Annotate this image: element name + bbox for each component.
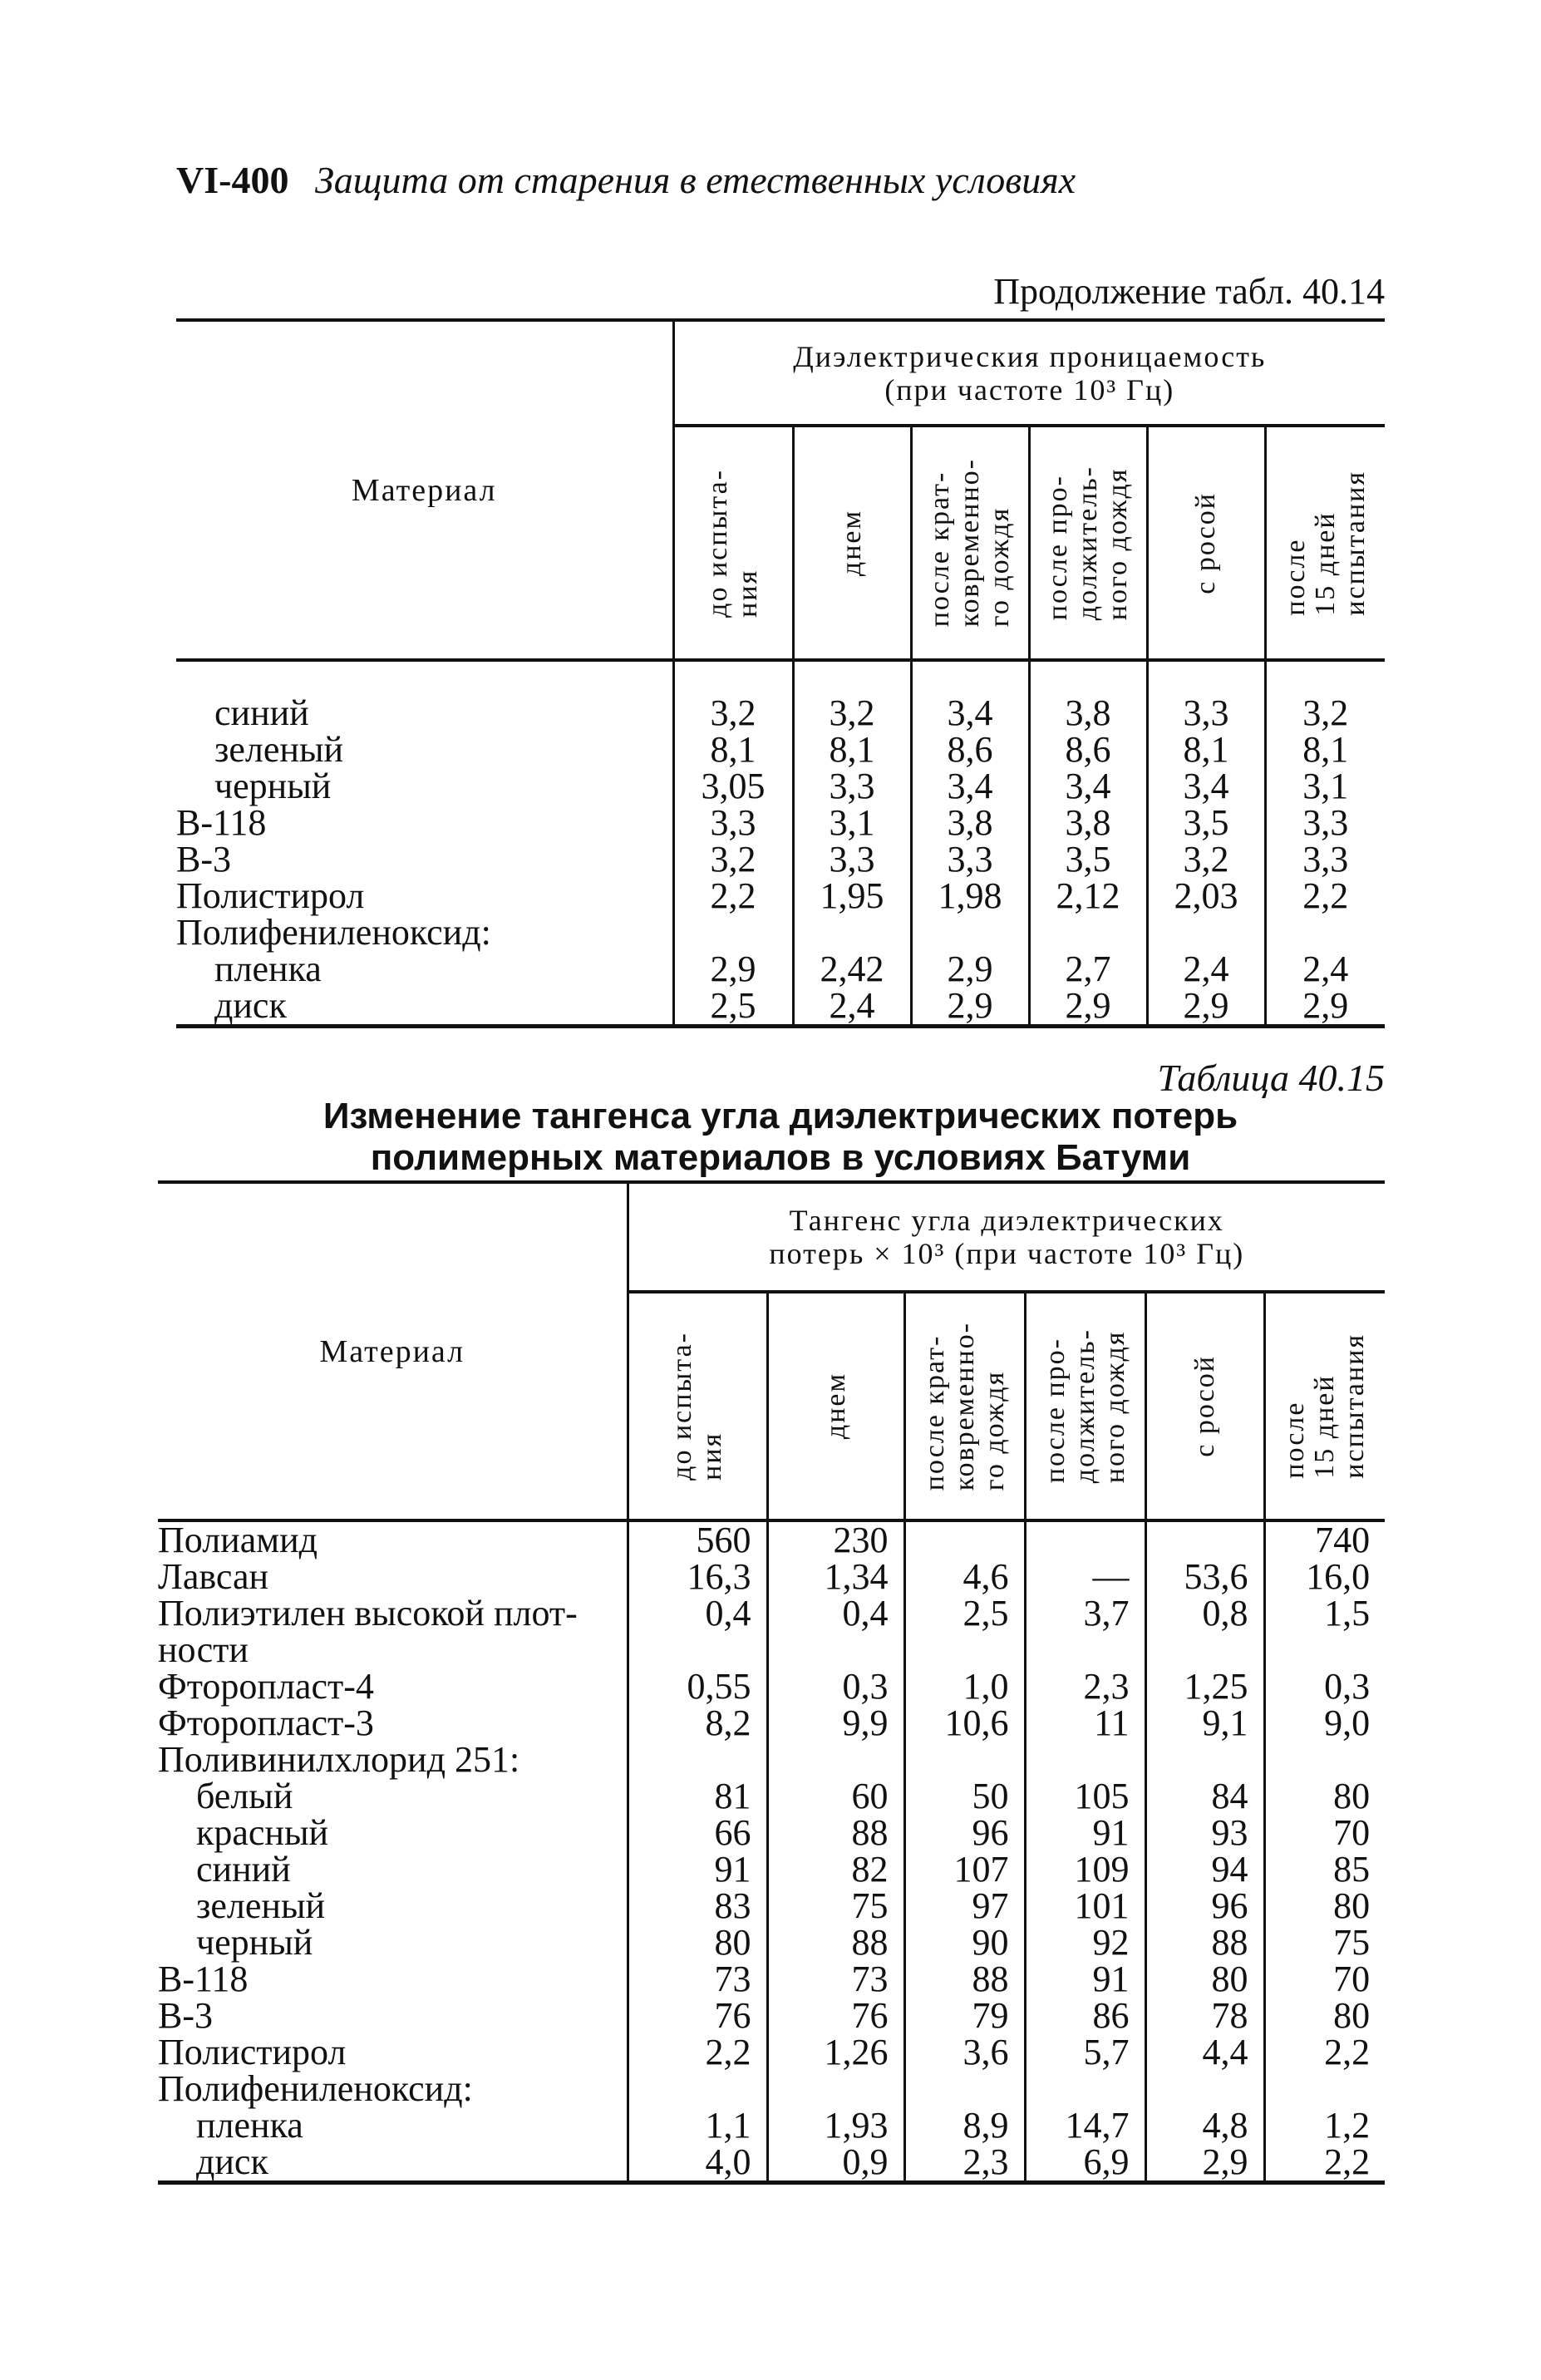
table-cell: 3,4 — [911, 695, 1029, 732]
material-column-header: Материал — [351, 472, 497, 508]
table-row — [158, 1778, 1385, 1815]
table-cell: 2,4 — [1265, 951, 1385, 988]
table-number: Таблица 40.15 — [1157, 1057, 1385, 1099]
table-cell: 2,03 — [1147, 878, 1265, 914]
column-header-after-long-rain: после про- должитель- ного дождя — [1029, 426, 1147, 660]
table-cell: 2,9 — [1145, 2144, 1264, 2183]
table-cell: 8,9 — [904, 2107, 1025, 2144]
table-cell: 66 — [628, 1815, 767, 1851]
table-cell: 560 — [628, 1520, 767, 1559]
table-cell: 8,6 — [911, 732, 1029, 768]
table-cell: 1,0 — [904, 1668, 1025, 1705]
material-column-header: Материал — [319, 1333, 465, 1369]
table-cell: 8,1 — [673, 732, 793, 768]
table-cell: 97 — [904, 1888, 1025, 1924]
table-row — [158, 1705, 1385, 1742]
material-name: синий — [214, 692, 309, 733]
table-cell: 2,2 — [1265, 878, 1385, 914]
table-cell: 3,3 — [793, 768, 911, 805]
material-name: Полиэтилен высокой плот- — [158, 1593, 578, 1633]
material-name: диск — [196, 2141, 268, 2182]
table-cell: 73 — [628, 1961, 767, 1998]
table-cell: 3,4 — [911, 768, 1029, 805]
table-cell: 8,1 — [1147, 732, 1265, 768]
table-cell — [1025, 2071, 1145, 2107]
table-cell: 3,2 — [793, 695, 911, 732]
table-cell: 2,9 — [1265, 988, 1385, 1027]
table-cell: 4,4 — [1145, 2034, 1264, 2071]
table-row — [176, 695, 1385, 732]
table-row — [158, 2144, 1385, 2183]
column-header-daytime: днем — [767, 1292, 904, 1520]
table-cell: 2,3 — [1025, 1668, 1145, 1705]
table-cell: 0,9 — [767, 2144, 904, 2183]
material-name: В-3 — [176, 839, 231, 880]
table-cell: 93 — [1145, 1815, 1264, 1851]
table-title-line-2: полимерных материалов в условиях Батуми — [370, 1137, 1191, 1178]
permittivity-group-header: Диэлектрическия проницаемость (при частоте 10³ Гц) — [673, 320, 1385, 426]
table-cell: 14,7 — [1025, 2107, 1145, 2144]
material-name: Полистирол — [158, 2032, 347, 2072]
table-cell: 0,4 — [767, 1595, 904, 1632]
table-cell: 76 — [628, 1998, 767, 2034]
material-name: черный — [196, 1922, 313, 1963]
table-cell: 3,3 — [1265, 841, 1385, 878]
table-row — [158, 1815, 1385, 1851]
table-cell: 3,6 — [904, 2034, 1025, 2071]
table-cell: 9,9 — [767, 1705, 904, 1742]
table-cell: 101 — [1025, 1888, 1145, 1924]
material-name: В-3 — [158, 1995, 213, 2036]
table-cell: 78 — [1145, 1998, 1264, 2034]
material-name: зеленый — [196, 1885, 326, 1926]
table-cell: 3,5 — [1147, 805, 1265, 841]
column-header-after-short-rain: после крат- ковременно- го дождя — [911, 426, 1029, 660]
table-row — [158, 2071, 1385, 2107]
table-cell: 10,6 — [904, 1705, 1025, 1742]
table-cell: 9,0 — [1264, 1705, 1385, 1742]
material-name: пленка — [196, 2105, 303, 2146]
table-cell: 88 — [1145, 1924, 1264, 1961]
material-name: черный — [214, 766, 332, 806]
table-cell: 3,3 — [793, 841, 911, 878]
column-header-after-15-days: после 15 дней испытания — [1264, 1292, 1385, 1520]
table-row — [176, 732, 1385, 768]
table-cell: 88 — [767, 1924, 904, 1961]
loss-tangent-group-header: Тангенс угла диэлектрических потерь × 10³ (при частоте 10³ Гц) — [628, 1182, 1385, 1292]
table-cell: 70 — [1264, 1815, 1385, 1851]
table-title-line-1: Изменение тангенса угла диэлектрических потерь — [322, 1096, 1238, 1136]
table-cell — [767, 1632, 904, 1668]
column-header-with-dew: с росой — [1145, 1292, 1264, 1520]
table-cell: 1,26 — [767, 2034, 904, 2071]
table-cell: 2,12 — [1029, 878, 1147, 914]
table-cell: 80 — [1264, 1778, 1385, 1815]
material-name: Поливинилхлорид 251: — [158, 1739, 520, 1780]
table-cell: 8,1 — [793, 732, 911, 768]
table-cell: 86 — [1025, 1998, 1145, 2034]
column-header-with-dew: с росой — [1147, 426, 1265, 660]
table-cell — [1145, 1520, 1264, 1559]
table-cell: 2,4 — [1147, 951, 1265, 988]
table-cell: 1,5 — [1264, 1595, 1385, 1632]
material-name: ности — [158, 1629, 249, 1670]
dielectric-permittivity-table — [176, 318, 1385, 1028]
material-name: белый — [196, 1776, 293, 1816]
table-cell: 91 — [628, 1851, 767, 1888]
table-cell: 2,5 — [673, 988, 793, 1027]
table-row — [158, 1998, 1385, 2034]
table-cell — [1145, 1742, 1264, 1778]
table-row — [158, 1559, 1385, 1595]
table-cell: 2,9 — [1147, 988, 1265, 1027]
table-cell: 4,8 — [1145, 2107, 1264, 2144]
table-cell: 230 — [767, 1520, 904, 1559]
table-cell: 2,9 — [673, 951, 793, 988]
table-cell — [628, 2071, 767, 2107]
table-cell: 80 — [628, 1924, 767, 1961]
table-cell — [1147, 914, 1265, 951]
table-cell: 3,3 — [911, 841, 1029, 878]
table-row — [158, 1632, 1385, 1668]
table-cell: 2,9 — [911, 988, 1029, 1027]
table-row — [158, 1595, 1385, 1632]
table-cell: 3,2 — [673, 841, 793, 878]
table-row — [176, 841, 1385, 878]
table-row — [176, 914, 1385, 951]
material-name: Полистирол — [176, 875, 365, 916]
table-cell: 3,3 — [1147, 695, 1265, 732]
table-cell: 3,1 — [793, 805, 911, 841]
table-cell — [904, 1632, 1025, 1668]
table-cell — [628, 1742, 767, 1778]
table-cell — [904, 1520, 1025, 1559]
table-cell: 740 — [1264, 1520, 1385, 1559]
table-cell: 8,6 — [1029, 732, 1147, 768]
table-cell: 80 — [1264, 1998, 1385, 2034]
table-cell: 11 — [1025, 1705, 1145, 1742]
table-cell: 8,2 — [628, 1705, 767, 1742]
table-cell: 2,42 — [793, 951, 911, 988]
table-cell — [1264, 1742, 1385, 1778]
table-cell — [904, 2071, 1025, 2107]
table-cell: 81 — [628, 1778, 767, 1815]
table-cell: 1,1 — [628, 2107, 767, 2144]
table-cell — [1265, 914, 1385, 951]
table-cell: 3,4 — [1147, 768, 1265, 805]
table-cell — [1145, 2071, 1264, 2107]
table-cell: 92 — [1025, 1924, 1145, 1961]
table-cell: 0,8 — [1145, 1595, 1264, 1632]
page-number: VI-400 — [176, 159, 289, 201]
table-cell: 3,3 — [1265, 805, 1385, 841]
table-row — [158, 1924, 1385, 1961]
table-cell: 1,34 — [767, 1559, 904, 1595]
running-header — [176, 158, 1076, 202]
table-row — [176, 878, 1385, 914]
column-header-before-test: до испыта- ния — [628, 1292, 767, 1520]
table-cell: 1,95 — [793, 878, 911, 914]
table-cell: 9,1 — [1145, 1705, 1264, 1742]
table-cell: 2,2 — [1264, 2034, 1385, 2071]
table-cell: 91 — [1025, 1961, 1145, 1998]
column-header-daytime: днем — [793, 426, 911, 660]
table-cell: 2,4 — [793, 988, 911, 1027]
material-name: В-118 — [176, 802, 267, 843]
table-cell: 3,2 — [1265, 695, 1385, 732]
table-cell: 90 — [904, 1924, 1025, 1961]
table-cell — [1264, 1632, 1385, 1668]
table-cell: 3,3 — [673, 805, 793, 841]
column-header-after-15-days: после 15 дней испытания — [1265, 426, 1385, 660]
table-cell: 8,1 — [1265, 732, 1385, 768]
material-name: зеленый — [214, 729, 344, 770]
table-cell — [628, 1632, 767, 1668]
table-cell — [904, 1742, 1025, 1778]
table-cell: 1,98 — [911, 878, 1029, 914]
material-name: синий — [196, 1849, 291, 1890]
column-header-after-short-rain: после крат- ковременно- го дождя — [904, 1292, 1025, 1520]
table-cell: 80 — [1264, 1888, 1385, 1924]
table-cell: 105 — [1025, 1778, 1145, 1815]
table-cell: 53,6 — [1145, 1559, 1264, 1595]
table-cell — [911, 914, 1029, 951]
table-cell — [1145, 1632, 1264, 1668]
table-row — [176, 988, 1385, 1027]
table-cell: 1,2 — [1264, 2107, 1385, 2144]
table-cell: 109 — [1025, 1851, 1145, 1888]
table-cell: 88 — [904, 1961, 1025, 1998]
material-name: Полифениленоксид: — [176, 912, 491, 953]
table-row — [158, 2034, 1385, 2071]
table-row — [176, 768, 1385, 805]
material-name: красный — [196, 1812, 329, 1853]
table-cell: 0,3 — [1264, 1668, 1385, 1705]
table-cell: 1,93 — [767, 2107, 904, 2144]
table-cell: 2,2 — [673, 878, 793, 914]
table-cell: 84 — [1145, 1778, 1264, 1815]
table-cell: 1,25 — [1145, 1668, 1264, 1705]
table-cell — [1025, 1742, 1145, 1778]
material-name: В-118 — [158, 1959, 249, 1999]
table-cell: 60 — [767, 1778, 904, 1815]
table-cell — [673, 914, 793, 951]
table-title — [176, 1096, 1385, 1179]
material-name: Полифениленоксид: — [158, 2068, 473, 2109]
table-cell: 107 — [904, 1851, 1025, 1888]
table-cell: 94 — [1145, 1851, 1264, 1888]
table-continuation-label: Продолжение табл. 40.14 — [993, 271, 1385, 312]
table-row — [158, 1668, 1385, 1705]
table-cell: 3,05 — [673, 768, 793, 805]
table-cell: 79 — [904, 1998, 1025, 2034]
table-cell: 75 — [1264, 1924, 1385, 1961]
column-header-after-long-rain: после про- должитель- ного дождя — [1025, 1292, 1145, 1520]
table-cell: 82 — [767, 1851, 904, 1888]
table-row — [158, 1961, 1385, 1998]
table-cell: 2,2 — [1264, 2144, 1385, 2183]
table-cell: 91 — [1025, 1815, 1145, 1851]
material-name: Полиамид — [158, 1520, 318, 1560]
table-row — [176, 805, 1385, 841]
table-cell: 3,5 — [1029, 841, 1147, 878]
table-cell: 3,4 — [1029, 768, 1147, 805]
table-cell — [1264, 2071, 1385, 2107]
table-cell: 73 — [767, 1961, 904, 1998]
table-cell: 0,3 — [767, 1668, 904, 1705]
material-name: Фторопласт-4 — [158, 1666, 374, 1707]
table-cell: 2,9 — [1029, 988, 1147, 1027]
table-cell: 2,7 — [1029, 951, 1147, 988]
table-cell: 96 — [1145, 1888, 1264, 1924]
table-cell: 0,4 — [628, 1595, 767, 1632]
table-cell: 75 — [767, 1888, 904, 1924]
table-cell — [767, 1742, 904, 1778]
table-cell: 2,3 — [904, 2144, 1025, 2183]
table-cell: 2,2 — [628, 2034, 767, 2071]
material-name: пленка — [214, 949, 322, 989]
table-cell: 3,8 — [1029, 805, 1147, 841]
table-cell: 6,9 — [1025, 2144, 1145, 2183]
table-cell: 3,2 — [1147, 841, 1265, 878]
table-cell — [1025, 1632, 1145, 1668]
table-cell — [793, 914, 911, 951]
material-name: Лавсан — [158, 1556, 269, 1597]
table-cell: 3,7 — [1025, 1595, 1145, 1632]
table-cell — [1029, 914, 1147, 951]
table-row — [176, 951, 1385, 988]
table-cell: 83 — [628, 1888, 767, 1924]
table-cell: 70 — [1264, 1961, 1385, 1998]
running-title: Защита от старения в етественных условиях — [314, 159, 1076, 201]
table-row — [158, 1520, 1385, 1559]
material-name: диск — [214, 985, 287, 1026]
table-cell: 4,6 — [904, 1559, 1025, 1595]
table-cell: 16,3 — [628, 1559, 767, 1595]
table-cell: 85 — [1264, 1851, 1385, 1888]
table-row — [158, 1742, 1385, 1778]
table-cell: — — [1025, 1559, 1145, 1595]
table-row — [158, 1851, 1385, 1888]
table-cell: 3,8 — [911, 805, 1029, 841]
material-name: Фторопласт-3 — [158, 1702, 374, 1743]
table-cell: 0,55 — [628, 1668, 767, 1705]
table-cell: 2,5 — [904, 1595, 1025, 1632]
table-cell: 3,2 — [673, 695, 793, 732]
table-cell: 76 — [767, 1998, 904, 2034]
loss-tangent-table — [158, 1180, 1385, 2185]
table-row — [158, 2107, 1385, 2144]
table-row — [158, 1888, 1385, 1924]
table-cell — [767, 2071, 904, 2107]
table-cell: 80 — [1145, 1961, 1264, 1998]
table-cell: 4,0 — [628, 2144, 767, 2183]
column-header-before-test: до испыта- ния — [673, 426, 793, 660]
table-cell: 5,7 — [1025, 2034, 1145, 2071]
table-cell: 16,0 — [1264, 1559, 1385, 1595]
table-cell: 2,9 — [911, 951, 1029, 988]
table-cell: 3,1 — [1265, 768, 1385, 805]
table-cell: 88 — [767, 1815, 904, 1851]
table-cell: 96 — [904, 1815, 1025, 1851]
table-cell: 50 — [904, 1778, 1025, 1815]
table-cell — [1025, 1520, 1145, 1559]
table-cell: 3,8 — [1029, 695, 1147, 732]
